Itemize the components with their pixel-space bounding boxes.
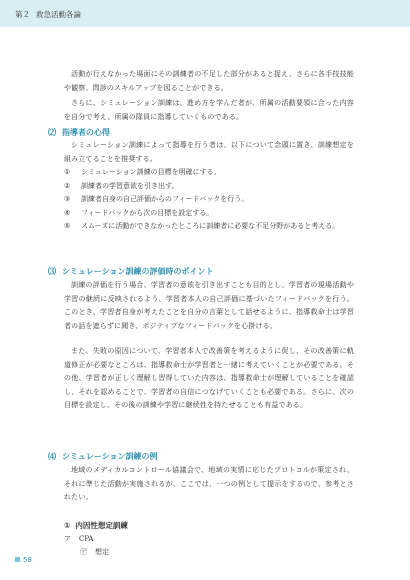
chapter-header [15,9,81,20]
page-marker-icon [15,557,20,562]
list-text: スムーズに活動ができなかったところに訓練者に必要な不足分野があると考える。 [81,222,340,231]
list-number: ③ [64,195,71,204]
section3-paragraph-1: 訓練の評価を行う場合、学習者の意欲を引き出すことも目的とし、学習者の現場活動や学習の継続に反映されるよう、学習者本人の自己評価に基づいたフィードバックを行う。このとき、学習者自身が考えたことを自分の言葉として話せるように、指導救命士は学習者の話を遮らずに聞き、ポジティブなフィードバックを心掛ける。 [64,281,354,330]
section-number: ⑵ [48,128,56,137]
chapter-number: 第２ [15,10,30,19]
outline-marker: ア [64,535,71,543]
sub-heading-number: ① [64,521,71,530]
chapter-header-band [0,0,410,27]
section-heading-2 [48,127,110,138]
section3-paragraph-2: また、失敗の原因について、学習者本人で改善策を考えるように促し、その改善策に軌道修正が必要なところは、指導救命士が学習者と一緒に考えていくことが必要である。その他、学習者が正しく理解し習得していた内容は、指導救命士が理解していることを確認し、それを認めることで、学習者の自信につなげていくことも必要である。さらに、次の目標を設定し、その後の訓練や学習に継続性を持たせることも有益である。 [64,347,354,410]
section-heading-3 [48,266,214,277]
guideline-list [64,166,356,234]
section-heading-4 [48,451,158,462]
intro-paragraph-1: 活動が行えなかった場面にその訓練者の不足した部分があると捉え、さらに各手技技能や観察、問診のスキルアップを図ることができる。 [64,70,354,92]
outline-text: CPA [79,535,94,543]
list-text: フィードバックから次の目標を設定する。 [81,208,214,217]
outline-marker: ㋐ [80,548,87,556]
list-item [64,166,356,180]
page-number-text: 58 [23,556,32,564]
list-number: ⑤ [64,222,71,231]
list-text: 訓練者の学習意欲を引き出す。 [81,181,179,190]
list-item [64,220,356,234]
list-text: 訓練者自身の自己評価からのフィードバックを行う。 [81,195,249,204]
section4-paragraph: 地域のメディカルコントロール協議会で、地域の実情に応じたプロトコルが策定され、それに準じた活動が実施されるが、ここでは、一つの例として提示をするので、参考とされたい。 [64,466,354,502]
list-item [64,180,356,194]
section2-lead: シミュレーション訓練によって指導を行う者は、以下について念頭に置き、訓練想定を組み立てることを推奨する。 [64,141,354,163]
list-item [64,207,356,221]
outline-item-a [64,534,93,544]
page-number [15,556,32,564]
list-item [64,193,356,207]
outline-text: 想定 [95,548,109,556]
section-title: シミュレーション訓練の評価時のポイント [62,267,214,276]
list-text: シミュレーション訓練の目標を明確にする。 [81,168,221,176]
section-number: ⑶ [48,267,56,276]
section-title: シミュレーション訓練の例 [62,452,158,461]
section-title: 指導者の心得 [62,128,110,137]
outline-item-a1 [80,547,109,557]
intro-paragraph-2: さらに、シミュレーション訓練は、進め方を学んだ者が、所属の活動要領に合った内容を自分で考え、所属の隊員に指導していくものである。 [64,99,354,121]
chapter-title: 救急活動各論 [36,10,81,19]
list-number: ④ [64,208,71,217]
sub-heading [64,520,128,531]
list-number: ① [64,168,71,176]
list-number: ② [64,181,71,190]
sub-heading-title: 内因性想定訓練 [75,521,128,530]
section-number: ⑷ [48,452,56,461]
